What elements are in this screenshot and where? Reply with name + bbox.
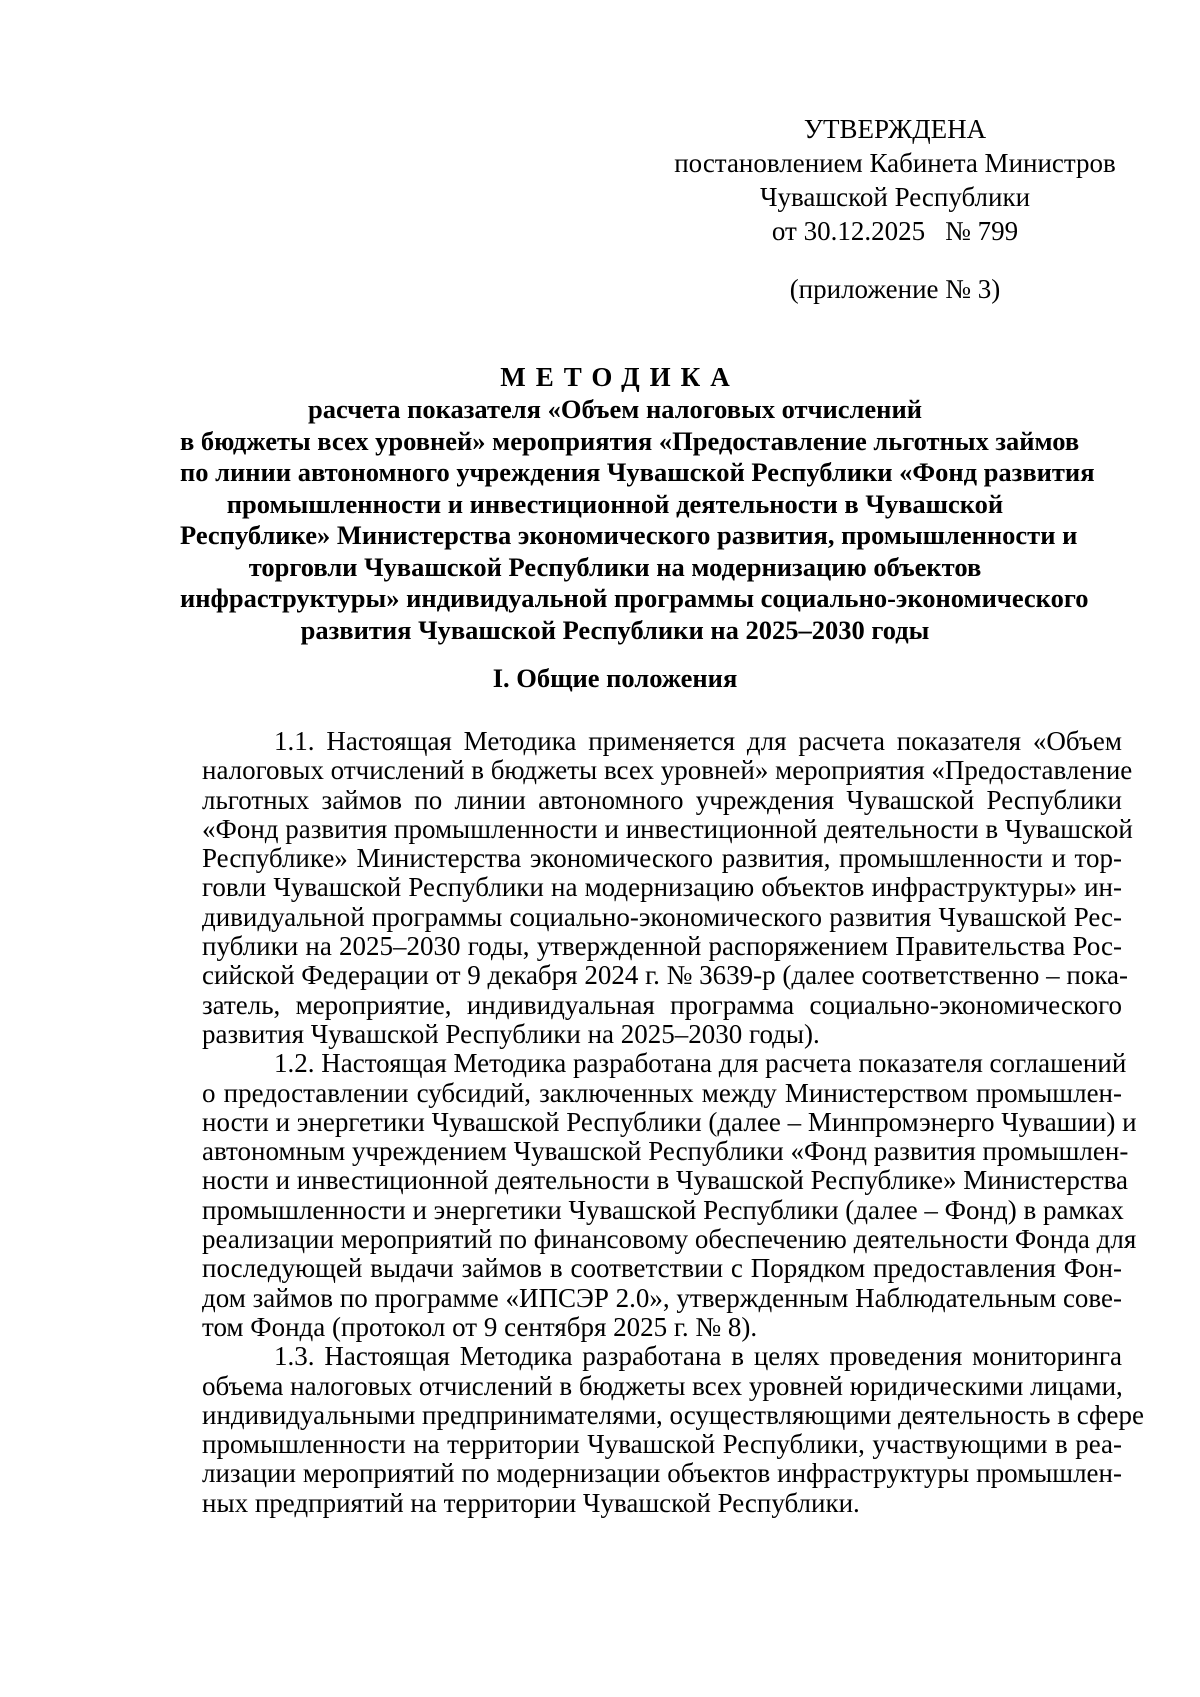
approval-date-number [670, 214, 1120, 248]
paragraph-1-1 [202, 726, 1133, 1049]
paragraph-line: промышленности и энергетики Чувашской Республики (далее – Фонд) в рамках [202, 1194, 1124, 1225]
paragraph-line: промышленности на территории Чувашской Республики, участвующими в реа- [202, 1429, 1122, 1460]
title-main-word: МЕТОДИКА [500, 362, 740, 392]
paragraph-line: ности и энергетики Чувашской Республики (далее – Минпромэнерго Чувашии) и [202, 1106, 1137, 1137]
title-line: Республике» Министерства экономического развития, промышленности и [180, 520, 1078, 550]
paragraph-line: лизации мероприятий по модернизации объектов инфраструктуры промышлен- [202, 1458, 1122, 1489]
approval-region: Чувашской Республики [759, 182, 1031, 212]
paragraph-line: дивидуальной программы социально-экономического развития Чувашской Рес- [202, 901, 1122, 932]
paragraph-line: индивидуальными предпринимателями, осуществляющими деятельность в сфере [202, 1399, 1145, 1430]
approval-date: от 30.12.2025 [771, 216, 926, 246]
document-title [180, 360, 1095, 646]
paragraph-line: реализации мероприятий по финансовому обеспечению деятельности Фонда для [202, 1224, 1137, 1255]
paragraph-line: автономным учреждением Чувашской Республики «Фонд развития промышлен- [202, 1136, 1129, 1167]
paragraph-line: последующей выдачи займов в соответствии с Порядком предоставления Фон- [202, 1253, 1122, 1284]
paragraph-line: 1.2. Настоящая Методика разработана для расчета показателя соглашений [274, 1048, 1127, 1079]
paragraph-line: том Фонда (протокол от 9 сентября 2025 г. № 8). [202, 1311, 758, 1342]
approval-issuer: постановлением Кабинета Министров [674, 148, 1116, 178]
paragraph-line: ности и инвестиционной деятельности в Чувашской Республике» Министерства [202, 1165, 1128, 1196]
paragraph-line: «Фонд развития промышленности и инвестиционной деятельности в Чувашской [202, 813, 1133, 844]
paragraph-1-3 [202, 1341, 1145, 1518]
title-line: по линии автономного учреждения Чувашской Республики «Фонд развития [180, 457, 1095, 487]
appendix-label: (приложение № 3) [789, 274, 1001, 304]
approval-stamp-block [670, 112, 1120, 248]
paragraph-line: Республике» Министерства экономического развития, промышленности и тор- [202, 843, 1122, 874]
paragraph-line: 1.3. Настоящая Методика разработана в целях проведения мониторинга [274, 1341, 1122, 1372]
title-line: торговли Чувашской Республики на модернизацию объектов [248, 551, 982, 582]
paragraph-line: затель, мероприятие, индивидуальная программа социально-экономического [202, 989, 1122, 1020]
body-text [202, 726, 1145, 1518]
paragraph-line: о предоставлении субсидий, заключенных между Министерством промышлен- [202, 1077, 1122, 1108]
paragraph-line: налоговых отчислений в бюджеты всех уровней» мероприятия «Предоставление [202, 755, 1133, 786]
paragraph-line: 1.1. Настоящая Методика применяется для расчета показателя «Объем [274, 726, 1122, 756]
paragraph-1-2 [202, 1048, 1137, 1342]
paragraph-line: дом займов по программе «ИПСЭР 2.0», утвержденным Наблюдательным сове- [202, 1282, 1122, 1313]
approval-heading: УТВЕРЖДЕНА [803, 114, 987, 144]
paragraph-line: развития Чувашской Республики на 2025–2030 годы). [202, 1018, 820, 1049]
approval-number: № 799 [945, 216, 1019, 246]
paragraph-line: говли Чувашской Республики на модернизацию объектов инфраструктуры» ин- [202, 872, 1122, 903]
paragraph-line: публики на 2025–2030 годы, утвержденной распоряжением Правительства Рос- [202, 931, 1122, 962]
title-line: в бюджеты всех уровней» мероприятия «Предоставление льготных займов [180, 425, 1080, 456]
title-line: расчета показателя «Объем налоговых отчислений [308, 394, 922, 424]
paragraph-line: льготных займов по линии автономного учреждения Чувашской Республики [202, 784, 1122, 815]
title-line: развития Чувашской Республики на 2025–2030 годы [300, 614, 930, 645]
section-heading: I. Общие положения [492, 663, 738, 693]
paragraph-line: сийской Федерации от 9 декабря 2024 г. № 3639-р (далее соответственно – пока- [202, 960, 1129, 991]
paragraph-line: ных предприятий на территории Чувашской Республики. [202, 1487, 860, 1518]
title-line: инфраструктуры» индивидуальной программы социально-экономического [180, 583, 1089, 613]
title-line: промышленности и инвестиционной деятельности в Чувашской [226, 488, 1004, 519]
paragraph-line: объема налоговых отчислений в бюджеты всех уровней юридическими лицами, [202, 1370, 1123, 1401]
